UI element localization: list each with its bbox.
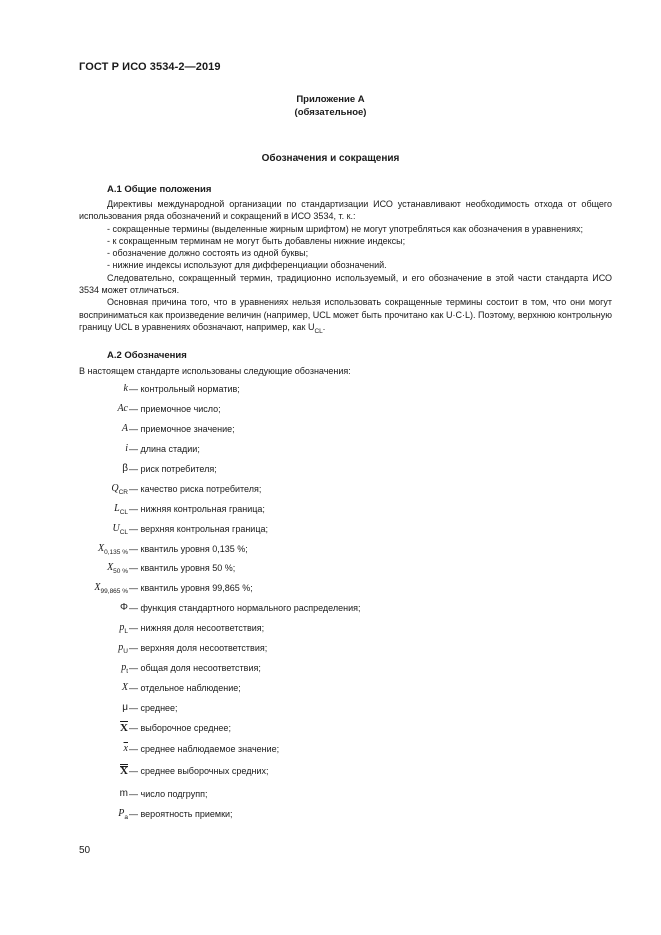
symbol-description: — выборочное среднее;: [129, 723, 231, 733]
symbol-row: [0, 720, 600, 736]
annex-subtitle: (обязательное): [294, 107, 367, 118]
symbol-row: [0, 580, 600, 596]
symbol-row: [0, 741, 600, 757]
symbol-row: [0, 401, 600, 417]
symbol-description: — риск потребителя;: [129, 464, 217, 474]
symbol-description: — контрольный норматив;: [129, 384, 240, 394]
a1-paragraph-3-end: .: [322, 321, 326, 332]
a1-heading: А.1 Общие положения: [107, 184, 212, 195]
symbol-row: [0, 640, 600, 656]
symbol: Ac: [117, 403, 128, 414]
symbol-row: [0, 541, 600, 557]
symbol: μ: [122, 702, 128, 713]
symbol-description: — приемочное значение;: [129, 424, 235, 434]
a1-paragraph-3-text: Основная причина того, что в уравнениях нельзя использовать сокращенные термины состоит в том, что они могут восприниматься как произведение величин (например, UCL может быть прочитано как U·C·L). Поэтому, верхнюю контрольную границу UCL в уравнениях обозначают, например, как U: [79, 297, 612, 332]
symbol-description: — среднее;: [129, 703, 178, 713]
symbol-row: [0, 806, 600, 822]
symbol-description: — квантиль уровня 99,865 %;: [129, 583, 253, 593]
symbol: m: [119, 788, 128, 799]
symbol-description: — нижняя контрольная граница;: [129, 504, 265, 514]
annex-heading: [0, 93, 661, 119]
symbol: i: [125, 443, 128, 454]
annex-title: Приложение А: [296, 94, 365, 105]
a1-bullet-2: - к сокращенным терминам не могут быть добавлены нижние индексы;: [107, 235, 406, 246]
page-number: 50: [79, 845, 91, 856]
symbol-description: — функция стандартного нормального распределения;: [129, 603, 361, 613]
symbol-description: — приемочное число;: [129, 404, 221, 414]
symbol: $Q_{CR}$: [111, 483, 128, 496]
symbol-row: [0, 461, 600, 477]
symbol-description: — нижняя доля несоответствия;: [129, 623, 265, 633]
a2-heading: А.2 Обозначения: [107, 350, 187, 361]
symbol-row: [0, 660, 600, 676]
symbol-row: [0, 560, 600, 576]
symbol-description: — квантиль уровня 50 %;: [129, 563, 236, 573]
symbol-description: — вероятность приемки;: [129, 809, 233, 819]
symbol-row: [0, 381, 600, 397]
symbol: $X_{99,865 \%}$: [94, 582, 128, 595]
symbol: A: [121, 423, 128, 434]
symbol-row: [0, 620, 600, 636]
symbol: $X_{0,135 \%}$: [98, 543, 128, 556]
symbol-description: — верхняя доля несоответствия;: [129, 643, 268, 653]
symbol-row: [0, 481, 600, 497]
symbol: $p_U$: [118, 642, 128, 655]
symbol: Φ: [120, 602, 128, 613]
symbol: $U_{CL}$: [112, 523, 128, 536]
a1-bullet-4: - нижние индексы используют для дифференциации обозначений.: [107, 260, 387, 271]
symbol-row: [0, 441, 600, 457]
symbol: $P_a$: [118, 808, 128, 821]
symbol: $X_{50 \%}$: [107, 562, 128, 575]
symbol-row: [0, 700, 600, 716]
symbol: $p_L$: [119, 622, 128, 635]
symbol-description: — среднее наблюдаемое значение;: [129, 744, 280, 754]
symbol: X: [121, 682, 128, 693]
symbol: $L_{CL}$: [114, 503, 128, 516]
a2-intro: В настоящем стандарте использованы следующие обозначения:: [79, 366, 351, 376]
symbol-row: [0, 786, 600, 802]
symbol: $\overline{x}$: [123, 743, 128, 754]
symbol-description: — среднее выборочных средних;: [129, 766, 269, 776]
symbol: β: [122, 463, 128, 474]
document-code: ГОСТ Р ИСО 3534-2—2019: [79, 61, 221, 73]
symbol: X: [120, 765, 128, 777]
a1-paragraph-1: Директивы международной организации по стандартизации ИСО устанавливают необходимость отхода от общего использования ряда обозначений и сокращений в ИСО 3534, т. к.:: [79, 199, 612, 222]
symbol: $p_t$: [121, 662, 128, 675]
symbol-description: — квантиль уровня 0,135 %;: [129, 544, 248, 554]
symbol-description: — число подгрупп;: [129, 789, 208, 799]
symbol-row: [0, 600, 600, 616]
a1-bullet-1: - сокращенные термины (выделенные жирным шрифтом) не могут употребляться как обозначения в уравнениях;: [107, 223, 583, 234]
a1-paragraph-3: [79, 296, 612, 338]
symbol-description: — отдельное наблюдение;: [129, 683, 241, 693]
a1-body: [79, 198, 612, 338]
symbol-row: [0, 521, 600, 537]
a1-bullet-3: - обозначение должно состоять из одной буквы;: [107, 248, 309, 259]
symbol: $\overline{X}$: [120, 722, 128, 734]
symbol-description: — длина стадии;: [129, 444, 200, 454]
a1-paragraph-2: Следовательно, сокращенный термин, традиционно используемый, и его обозначение в этой части стандарта ИСО 3534 может отличаться.: [79, 272, 612, 296]
symbol: k: [123, 383, 128, 394]
symbol-row: [0, 501, 600, 517]
symbol-description: — качество риска потребителя;: [129, 484, 262, 494]
a1-paragraph-3-sub: CL: [314, 327, 323, 335]
symbol-description: — верхняя контрольная граница;: [129, 524, 268, 534]
symbol-row: [0, 680, 600, 696]
section-title: Обозначения и сокращения: [261, 153, 400, 164]
symbol-row: [0, 421, 600, 437]
symbol-description: — общая доля несоответствия;: [129, 663, 261, 673]
symbol-row: [0, 763, 600, 779]
